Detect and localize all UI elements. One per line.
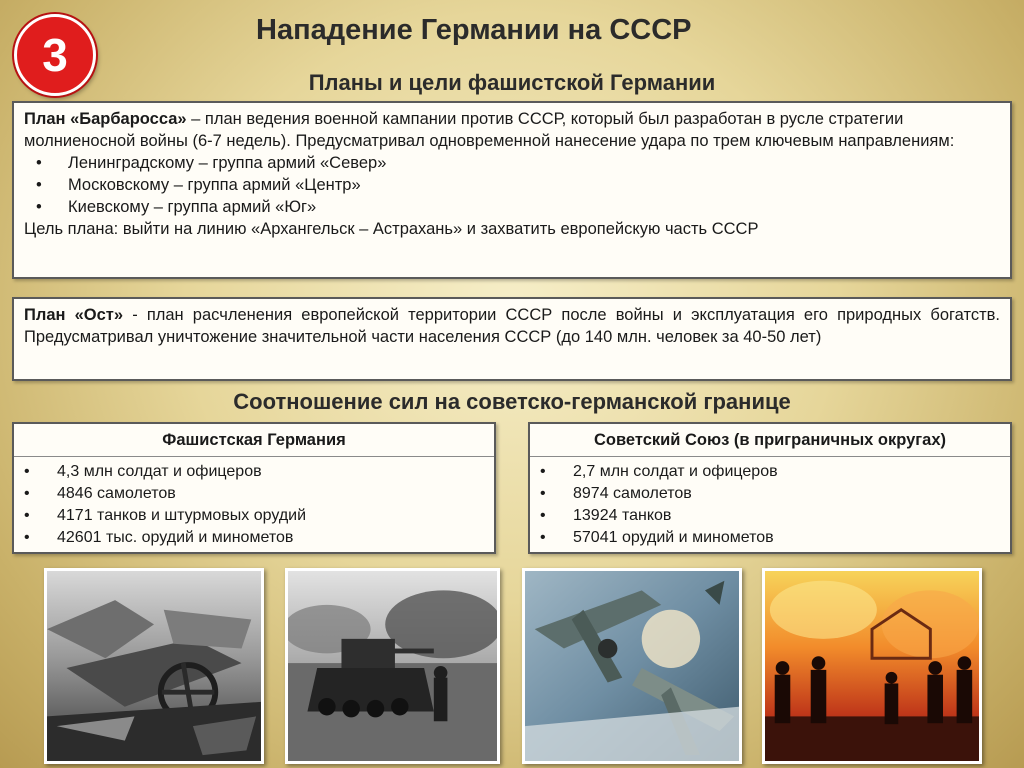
soldiers-fire-painting bbox=[762, 568, 982, 764]
slide-number-badge: 3 bbox=[14, 14, 96, 96]
barbarossa-description bbox=[24, 108, 1000, 152]
barbarossa-goal: Цель плана: выйти на линию «Архангельск – Астрахань» и захватить европейскую часть СССР bbox=[24, 220, 759, 238]
germany-forces-box bbox=[12, 422, 496, 554]
ost-plan-box bbox=[12, 297, 1012, 381]
list-item: • 8974 самолетов bbox=[530, 483, 1010, 505]
ussr-forces-header: Советский Союз (в приграничных округах) bbox=[530, 424, 1010, 457]
list-item: • 2,7 млн солдат и офицеров bbox=[530, 461, 1010, 483]
germany-forces-header: Фашистская Германия bbox=[14, 424, 494, 457]
list-item: • 57041 орудий и минометов bbox=[530, 527, 1010, 549]
germany-forces-list bbox=[14, 461, 494, 549]
tank-battle-photo bbox=[285, 568, 500, 764]
list-item: • 42601 тыс. орудий и минометов bbox=[14, 527, 494, 549]
page-title: Нападение Германии на СССР bbox=[256, 14, 692, 46]
list-item: • 4846 самолетов bbox=[14, 483, 494, 505]
barbarossa-plan-text: – план ведения военной кампании против СССР, который был разработан в русле стратегии молниеносной войны (6-7 недель). Предусматривал одновременной нанесение удара по трем ключевым направлениям: bbox=[24, 110, 955, 150]
ost-plan-name: План «Ост» bbox=[24, 306, 124, 324]
list-item: • Ленинградскому – группа армий «Север» bbox=[24, 152, 1000, 174]
barbarossa-plan-box bbox=[12, 101, 1012, 279]
list-item: • Киевскому – группа армий «Юг» bbox=[24, 196, 1000, 218]
attack-directions-list bbox=[24, 152, 1000, 218]
list-item: • Московскому – группа армий «Центр» bbox=[24, 174, 1000, 196]
ussr-forces-list bbox=[530, 461, 1010, 549]
ost-plan-text: - план расчленения европейской территории СССР после войны и эксплуатация его природных богатств. Предусматривал уничтожение значительной части населения СССР (до 140 млн. человек за 40-50 лет) bbox=[24, 306, 1000, 346]
list-item: • 4,3 млн солдат и офицеров bbox=[14, 461, 494, 483]
list-item: • 4171 танков и штурмовых орудий bbox=[14, 505, 494, 527]
wrecked-aircraft-photo bbox=[44, 568, 264, 764]
forces-section-title: Соотношение сил на советско-германской границе bbox=[233, 389, 791, 414]
barbarossa-plan-name: План «Барбаросса» bbox=[24, 110, 187, 128]
page-subtitle: Планы и цели фашистской Германии bbox=[308, 70, 716, 95]
ussr-forces-box bbox=[528, 422, 1012, 554]
list-item: • 13924 танков bbox=[530, 505, 1010, 527]
dive-bomber-painting bbox=[522, 568, 742, 764]
